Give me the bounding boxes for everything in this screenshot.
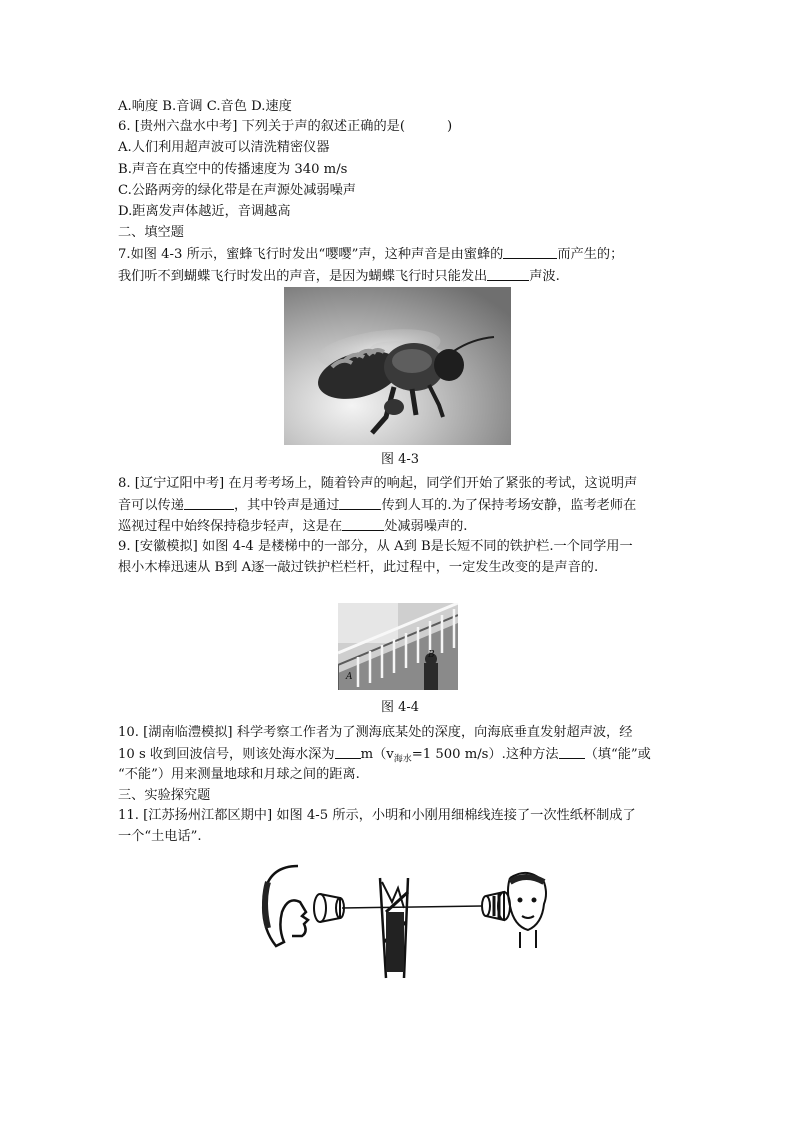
section-fill-blank-heading: 二、填空题 [118, 225, 184, 240]
q8-line2 [118, 495, 636, 516]
q11-line2: 一个“土电话”. [118, 829, 202, 844]
q7-line2 [118, 266, 560, 287]
q8-line1: 8. [辽宁辽阳中考] 在月考考场上，随着铃声的响起，同学们开始了紧张的考试，这说明声 [118, 476, 638, 491]
answer-blank[interactable] [184, 495, 234, 510]
q10-text-2c: =1 500 m/s）.这种方法 [411, 747, 559, 762]
q6-stem-text: 6. [贵州六盘水中考] 下列关于声的叙述正确的是( [118, 119, 405, 134]
figure-4-3-bee-photo [284, 287, 511, 445]
q10-subscript: 海水 [393, 754, 412, 765]
q11-line1: 11. [江苏扬州江都区期中] 如图 4-5 所示，小明和小刚用细棉线连接了一次性纸杯制成了 [118, 808, 636, 823]
q8-text-2b: ，其中铃声是通过 [233, 498, 340, 513]
q8-line3 [118, 516, 468, 537]
q6-option-d: D.距离发声体越近，音调越高 [118, 204, 291, 219]
q7-text-2b: 声波. [529, 269, 560, 284]
bee-icon [284, 287, 511, 445]
q8-text-2a: 音可以传递 [118, 498, 184, 513]
q8-text-2c: 传到人耳的.为了保持考场安静，监考老师在 [381, 498, 637, 513]
figure-4-4-caption: 图 4-4 [381, 700, 420, 715]
q10-text-2d: （填“能”或 [584, 747, 651, 762]
q8-text-3a: 巡视过程中始终保持稳步轻声，这是在 [118, 519, 343, 534]
q10-line3: “不能”）用来测量地球和月球之间的距离. [118, 767, 360, 782]
q6-stem-close: ) [446, 119, 453, 134]
q6-option-c: C.公路两旁的绿化带是在声源处减弱噪声 [118, 183, 356, 198]
q7-text-2a: 我们听不到蝴蝶飞行时发出的声音，是因为蝴蝶飞行时只能发出 [118, 269, 488, 284]
q10-text-2a: 10 s 收到回波信号，则该处海水深为 [118, 747, 335, 762]
q6-option-a: A.人们利用超声波可以清洗精密仪器 [118, 140, 330, 155]
answer-blank[interactable] [339, 495, 381, 510]
q8-text-3b: 处减弱噪声的. [384, 519, 468, 534]
figure-4-4-railing-photo [338, 603, 458, 690]
q10-text-2b: m（v [360, 747, 394, 762]
figure-4-4-label-b: B [428, 650, 435, 660]
answer-blank[interactable] [342, 516, 384, 531]
section-experiment-heading: 三、实验探究题 [118, 788, 211, 803]
answer-blank[interactable] [487, 266, 529, 281]
q10-line1: 10. [湖南临澧模拟] 科学考察工作者为了测海底某处的深度，向海底垂直发射超声波，经 [118, 725, 633, 740]
string-telephone-icon [258, 852, 548, 980]
figure-4-4-label-a: A [346, 672, 353, 682]
q9-line1: 9. [安徽模拟] 如图 4-4 是楼梯中的一部分，从 A到 B是长短不同的铁护栏.一个同学用一 [118, 539, 633, 554]
answer-blank[interactable] [335, 744, 361, 759]
q5-options: A.响度 B.音调 C.音色 D.速度 [118, 99, 292, 114]
q7-text-1a: 7.如图 4-3 所示，蜜蜂飞行时发出“嘤嘤”声，这种声音是由蜜蜂的 [118, 247, 504, 262]
figure-4-3-caption: 图 4-3 [381, 452, 420, 467]
q7-text-1b: 而产生的； [557, 247, 624, 262]
answer-blank[interactable] [559, 744, 585, 759]
stair-railing-icon [338, 603, 458, 690]
figure-4-5-string-telephone [258, 852, 548, 980]
answer-blank[interactable] [503, 244, 557, 259]
q9-line2: 根小木棒迅速从 B到 A逐一敲过铁护栏栏杆，此过程中，一定发生改变的是声音的. [118, 560, 599, 575]
q7-line1 [118, 244, 623, 265]
q6-stem [118, 117, 452, 137]
q6-option-b: B.声音在真空中的传播速度为 340 m/s [118, 162, 348, 177]
